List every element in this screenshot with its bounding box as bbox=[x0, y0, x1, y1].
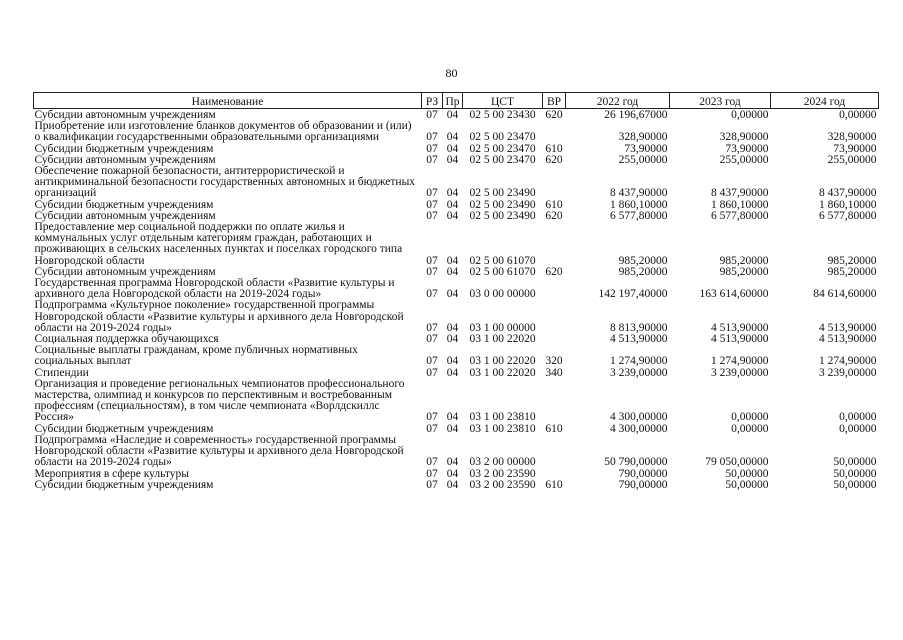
row-name: Приобретение или изготовление бланков документов об образовании и (или) о квалификации государственными образовательными организациями bbox=[34, 120, 412, 144]
table-row bbox=[34, 300, 879, 334]
row-name: Субсидии бюджетным учреждениям bbox=[34, 142, 214, 155]
header-2023: 2023 год bbox=[670, 93, 771, 109]
row-pr: 04 bbox=[446, 265, 459, 278]
row-value-2023: 0,00000 bbox=[731, 109, 769, 121]
row-pr: 04 bbox=[446, 209, 459, 222]
row-vr bbox=[543, 334, 566, 345]
row-value-2022: 790,00000 bbox=[618, 478, 668, 491]
header-rz: РЗ bbox=[422, 93, 443, 109]
row-rz: 07 bbox=[426, 109, 438, 121]
row-name: Подпрограмма «Культурное поколение» государственной программы Новгородской области «Развитие культуры и архивного дела Новгородской области на 2019-2024 годы» bbox=[34, 299, 404, 334]
row-pr: 04 bbox=[446, 288, 459, 301]
row-value-2022: 3 239,00000 bbox=[610, 366, 668, 379]
row-name: Государственная программа Новгородской области «Развитие культуры и архивного дела Новгородской области на 2019-2024 годы» bbox=[34, 277, 395, 301]
row-rz: 07 bbox=[426, 422, 438, 435]
row-value-2023: 1 860,10000 bbox=[711, 198, 769, 211]
row-value-2024: 4 513,90000 bbox=[819, 333, 877, 346]
row-name: Подпрограмма «Наследие и современность» государственной программы Новгородской области «Развитие культуры и архивного дела Новгородской области на 2019-2024 годы» bbox=[34, 433, 404, 469]
page-number: 80 bbox=[445, 66, 458, 80]
row-rz: 07 bbox=[426, 254, 438, 267]
row-value-2022: 328,90000 bbox=[618, 131, 668, 144]
row-cst: 03 1 00 23810 bbox=[469, 422, 536, 435]
row-value-2023: 255,00000 bbox=[719, 153, 769, 166]
row-value-2023: 1 274,90000 bbox=[711, 355, 769, 368]
row-name: Организация и проведение региональных чемпионатов профессионального мастерства, олимпиад и конкурсов по перспективным и востребованным профессиям (специальностям), в том числе чемпионата «Ворлдскиллс Россия» bbox=[34, 377, 405, 424]
row-pr: 04 bbox=[446, 456, 459, 469]
table-row bbox=[34, 379, 879, 424]
row-value-2022: 1 274,90000 bbox=[610, 355, 668, 368]
row-vr: 620 bbox=[545, 265, 563, 278]
row-cst: 02 5 00 23470 bbox=[469, 153, 536, 166]
row-cst: 02 5 00 23490 bbox=[469, 209, 536, 222]
header-2022: 2022 год bbox=[566, 93, 670, 109]
row-value-2023: 79 050,00000 bbox=[705, 456, 769, 469]
row-name: Субсидии автономным учреждениям bbox=[34, 265, 216, 278]
row-vr: 610 bbox=[545, 198, 563, 211]
row-value-2024: 0,00000 bbox=[839, 411, 877, 424]
row-value-2023: 4 513,90000 bbox=[711, 333, 769, 346]
header-row bbox=[34, 93, 879, 109]
row-vr: 620 bbox=[545, 153, 563, 166]
row-cst: 03 1 00 22020 bbox=[469, 333, 536, 346]
row-value-2022: 4 300,00000 bbox=[610, 411, 668, 424]
row-cst: 03 2 00 23590 bbox=[469, 467, 536, 480]
row-cst: 02 5 00 61070 bbox=[469, 265, 536, 278]
row-cst: 03 0 00 00000 bbox=[469, 288, 536, 301]
row-pr: 04 bbox=[446, 366, 459, 379]
header-cst: ЦСТ bbox=[463, 93, 543, 109]
row-vr: 610 bbox=[545, 422, 563, 435]
row-value-2022: 1 860,10000 bbox=[610, 198, 668, 211]
row-value-2024: 0,00000 bbox=[839, 109, 877, 121]
row-pr: 04 bbox=[446, 411, 459, 424]
header-name: Наименование bbox=[34, 93, 422, 109]
row-value-2024: 50,00000 bbox=[833, 456, 877, 469]
row-pr: 04 bbox=[446, 467, 459, 480]
row-vr: 340 bbox=[545, 366, 563, 379]
table-row bbox=[34, 345, 879, 367]
row-rz: 07 bbox=[426, 456, 438, 469]
row-pr: 04 bbox=[446, 333, 459, 346]
row-value-2024: 6 577,80000 bbox=[819, 209, 877, 222]
row-rz: 07 bbox=[426, 333, 438, 346]
row-value-2023: 50,00000 bbox=[725, 467, 769, 480]
row-value-2024: 985,20000 bbox=[827, 254, 877, 267]
row-value-2023: 328,90000 bbox=[719, 131, 769, 144]
row-value-2024: 73,90000 bbox=[833, 142, 877, 155]
row-cst: 02 5 00 23490 bbox=[469, 187, 536, 200]
row-value-2023: 985,20000 bbox=[719, 265, 769, 278]
row-vr bbox=[543, 278, 566, 300]
row-value-2022: 73,90000 bbox=[624, 142, 668, 155]
row-pr: 04 bbox=[446, 142, 459, 155]
header-pr: Пр bbox=[443, 93, 463, 109]
row-value-2022: 4 300,00000 bbox=[610, 422, 668, 435]
row-vr bbox=[543, 222, 566, 267]
row-name: Мероприятия в сфере культуры bbox=[34, 467, 190, 480]
row-vr: 620 bbox=[545, 109, 563, 121]
row-rz: 07 bbox=[426, 411, 438, 424]
row-value-2022: 26 196,67000 bbox=[604, 109, 668, 121]
row-cst: 03 1 00 23810 bbox=[469, 411, 536, 424]
row-cst: 02 5 00 61070 bbox=[469, 254, 536, 267]
row-rz: 07 bbox=[426, 187, 438, 200]
row-name: Обеспечение пожарной безопасности, антитеррористической и антикриминальной безопасности государственных автономных и бюджетных организаций bbox=[34, 165, 416, 200]
row-value-2024: 1 274,90000 bbox=[819, 355, 877, 368]
row-cst: 03 1 00 22020 bbox=[469, 366, 536, 379]
row-cst: 02 5 00 23430 bbox=[469, 109, 536, 121]
row-cst: 02 5 00 23470 bbox=[469, 142, 536, 155]
row-pr: 04 bbox=[446, 422, 459, 435]
row-value-2024: 8 437,90000 bbox=[819, 187, 877, 200]
row-name: Субсидии бюджетным учреждениям bbox=[34, 422, 214, 435]
row-vr: 620 bbox=[545, 209, 563, 222]
row-vr bbox=[543, 121, 566, 143]
row-rz: 07 bbox=[426, 321, 438, 334]
row-rz: 07 bbox=[426, 209, 438, 222]
row-cst: 02 5 00 23470 bbox=[469, 131, 536, 144]
row-rz: 07 bbox=[426, 131, 438, 144]
row-cst: 03 2 00 00000 bbox=[469, 456, 536, 469]
row-rz: 07 bbox=[426, 355, 438, 368]
row-name: Социальные выплаты гражданам, кроме публичных нормативных социальных выплат bbox=[34, 344, 358, 368]
row-value-2023: 163 614,60000 bbox=[699, 288, 769, 301]
row-rz: 07 bbox=[426, 366, 438, 379]
row-value-2023: 8 437,90000 bbox=[711, 187, 769, 200]
row-pr: 04 bbox=[446, 478, 459, 491]
row-rz: 07 bbox=[426, 153, 438, 166]
table-row bbox=[34, 121, 879, 143]
row-value-2022: 4 513,90000 bbox=[610, 333, 668, 346]
row-vr: 610 bbox=[545, 142, 563, 155]
row-value-2022: 142 197,40000 bbox=[598, 288, 668, 301]
row-name: Субсидии автономным учреждениям bbox=[34, 209, 216, 222]
row-name: Стипендии bbox=[34, 366, 89, 379]
row-value-2024: 84 614,60000 bbox=[813, 288, 877, 301]
table-row bbox=[34, 278, 879, 300]
row-rz: 07 bbox=[426, 265, 438, 278]
row-vr bbox=[543, 435, 566, 469]
row-value-2024: 1 860,10000 bbox=[819, 198, 877, 211]
row-value-2023: 73,90000 bbox=[725, 142, 769, 155]
row-value-2024: 255,00000 bbox=[827, 153, 877, 166]
row-pr: 04 bbox=[446, 187, 459, 200]
row-vr bbox=[543, 379, 566, 424]
table-row bbox=[34, 435, 879, 469]
row-value-2023: 0,00000 bbox=[731, 411, 769, 424]
row-value-2024: 4 513,90000 bbox=[819, 321, 877, 334]
row-value-2022: 985,20000 bbox=[618, 254, 668, 267]
row-value-2022: 8 813,90000 bbox=[610, 321, 668, 334]
row-name: Предоставление мер социальной поддержки по оплате жилья и коммунальных услуг отдельным категориям граждан, работающих и проживающих в сельских населенных пунктах и поселках городского типа Новгородской области bbox=[34, 221, 403, 267]
row-cst: 02 5 00 23490 bbox=[469, 198, 536, 211]
row-value-2023: 6 577,80000 bbox=[711, 209, 769, 222]
row-value-2022: 985,20000 bbox=[618, 265, 668, 278]
row-cst: 03 1 00 22020 bbox=[469, 355, 536, 368]
row-value-2022: 790,00000 bbox=[618, 467, 668, 480]
row-name: Социальная поддержка обучающихся bbox=[34, 333, 219, 346]
row-vr bbox=[543, 166, 566, 200]
header-vr: ВР bbox=[543, 93, 566, 109]
row-value-2023: 4 513,90000 bbox=[711, 321, 769, 334]
row-cst: 03 1 00 00000 bbox=[469, 321, 536, 334]
header-2024: 2024 год bbox=[771, 93, 879, 109]
row-value-2024: 985,20000 bbox=[827, 265, 877, 278]
table-row bbox=[34, 222, 879, 267]
row-pr: 04 bbox=[446, 254, 459, 267]
row-vr bbox=[543, 300, 566, 334]
row-value-2024: 3 239,00000 bbox=[819, 366, 877, 379]
row-rz: 07 bbox=[426, 288, 438, 301]
budget-table bbox=[33, 92, 879, 491]
row-value-2024: 50,00000 bbox=[833, 467, 877, 480]
row-value-2023: 3 239,00000 bbox=[711, 366, 769, 379]
row-name: Субсидии автономным учреждениям bbox=[34, 153, 216, 166]
row-value-2024: 0,00000 bbox=[839, 422, 877, 435]
row-rz: 07 bbox=[426, 478, 438, 491]
row-value-2024: 328,90000 bbox=[827, 131, 877, 144]
row-value-2022: 6 577,80000 bbox=[610, 209, 668, 222]
row-name: Субсидии автономным учреждениям bbox=[34, 109, 216, 121]
row-rz: 07 bbox=[426, 467, 438, 480]
row-value-2023: 50,00000 bbox=[725, 478, 769, 491]
row-value-2023: 0,00000 bbox=[731, 422, 769, 435]
row-pr: 04 bbox=[446, 131, 459, 144]
row-value-2023: 985,20000 bbox=[719, 254, 769, 267]
row-name: Субсидии бюджетным учреждениям bbox=[34, 198, 214, 211]
row-rz: 07 bbox=[426, 142, 438, 155]
row-pr: 04 bbox=[446, 153, 459, 166]
row-value-2022: 8 437,90000 bbox=[610, 187, 668, 200]
row-cst: 03 2 00 23590 bbox=[469, 478, 536, 491]
row-value-2024: 50,00000 bbox=[833, 478, 877, 491]
row-vr: 610 bbox=[545, 478, 563, 491]
row-pr: 04 bbox=[446, 321, 459, 334]
table-row bbox=[34, 480, 879, 491]
row-value-2022: 50 790,00000 bbox=[604, 456, 668, 469]
row-rz: 07 bbox=[426, 198, 438, 211]
row-pr: 04 bbox=[446, 109, 459, 121]
table-row bbox=[34, 166, 879, 200]
row-value-2022: 255,00000 bbox=[618, 153, 668, 166]
row-name: Субсидии бюджетным учреждениям bbox=[34, 478, 214, 491]
row-pr: 04 bbox=[446, 198, 459, 211]
row-pr: 04 bbox=[446, 355, 459, 368]
row-vr: 320 bbox=[545, 355, 563, 368]
